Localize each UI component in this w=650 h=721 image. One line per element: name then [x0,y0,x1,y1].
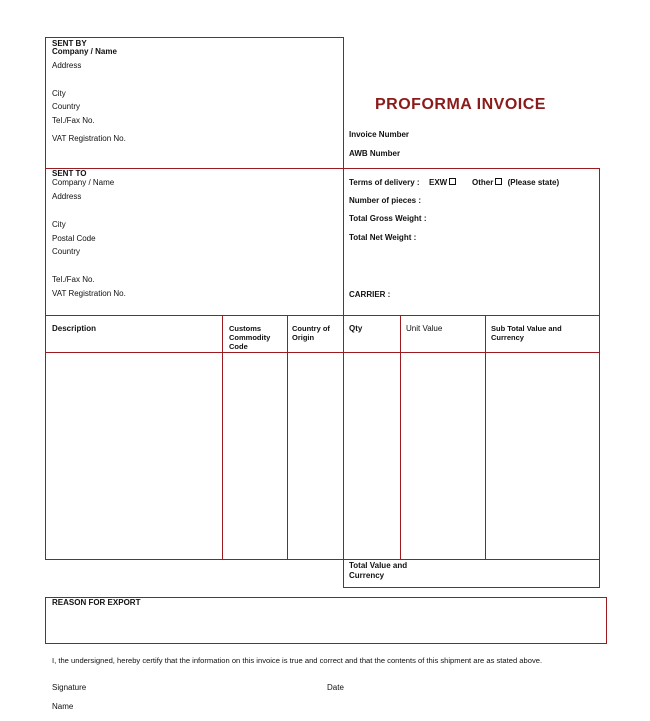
awb-number-label[interactable]: AWB Number [349,149,401,158]
signature-label[interactable]: Signature [52,683,87,692]
col-header-customs [229,324,270,351]
sent-by-company[interactable]: Company / Name [52,47,117,56]
sent-by-address[interactable]: Address [52,61,82,70]
sent-by-heading: SENT BY [52,39,87,48]
exw-label: EXW [429,178,448,187]
terms-of-delivery-label: Terms of delivery : [349,178,420,187]
table-header-divider [45,352,600,353]
sent-by-country[interactable]: Country [52,102,81,111]
sent-to-heading: SENT TO [52,169,87,178]
name-label[interactable]: Name [52,702,74,711]
col-header-customs-line2: Commodity [229,333,271,342]
sent-by-vat[interactable]: VAT Registration No. [52,134,126,143]
other-option[interactable] [472,178,559,188]
number-of-pieces-label[interactable]: Number of pieces : [349,196,422,205]
col-divider-5 [485,315,486,560]
col-header-origin [292,324,330,342]
col-header-unit-value: Unit Value [406,324,443,333]
other-label: Other [472,178,494,187]
sent-to-tel-fax[interactable]: Tel./Fax No. [52,275,95,284]
sent-to-vat[interactable]: VAT Registration No. [52,289,126,298]
sent-by-city[interactable]: City [52,89,66,98]
net-weight-label[interactable]: Total Net Weight : [349,233,417,242]
invoice-title: PROFORMA INVOICE [375,96,546,113]
total-value-label[interactable] [349,561,407,581]
col-header-subtotal [491,324,562,342]
sent-to-country[interactable]: Country [52,247,81,256]
col-header-origin-line1: Country of [292,324,330,333]
date-label[interactable]: Date [327,683,344,692]
sent-to-city[interactable]: City [52,220,66,229]
sent-to-company[interactable]: Company / Name [52,178,115,187]
please-state-label: (Please state) [507,178,560,187]
exw-option[interactable] [429,178,456,188]
gross-weight-label[interactable]: Total Gross Weight : [349,214,427,223]
certification-text: I, the undersigned, hereby certify that the information on this invoice is true and correct and that the contents of this shipment are as stated above. [52,656,543,665]
col-divider-3 [343,315,344,560]
reason-for-export-label: REASON FOR EXPORT [52,598,141,607]
col-header-subtotal-line1: Sub Total Value and [491,324,562,333]
exw-checkbox[interactable] [449,178,456,185]
other-checkbox[interactable] [495,178,502,185]
invoice-number-label[interactable]: Invoice Number [349,130,410,139]
sent-to-address[interactable]: Address [52,192,82,201]
sent-by-tel-fax[interactable]: Tel./Fax No. [52,116,95,125]
carrier-label[interactable]: CARRIER : [349,290,391,299]
col-header-origin-line2: Origin [292,333,315,342]
col-divider-1 [222,315,223,560]
col-divider-4 [400,315,401,560]
col-header-customs-line1: Customs [229,324,262,333]
total-value-line1: Total Value and [349,561,408,570]
total-value-line2: Currency [349,571,385,580]
col-divider-2 [287,315,288,560]
col-header-customs-line3: Code [229,342,248,351]
col-header-qty: Qty [349,324,363,333]
sent-to-postal-code[interactable]: Postal Code [52,234,96,243]
col-header-subtotal-line2: Currency [491,333,524,342]
col-header-description: Description [52,324,97,333]
